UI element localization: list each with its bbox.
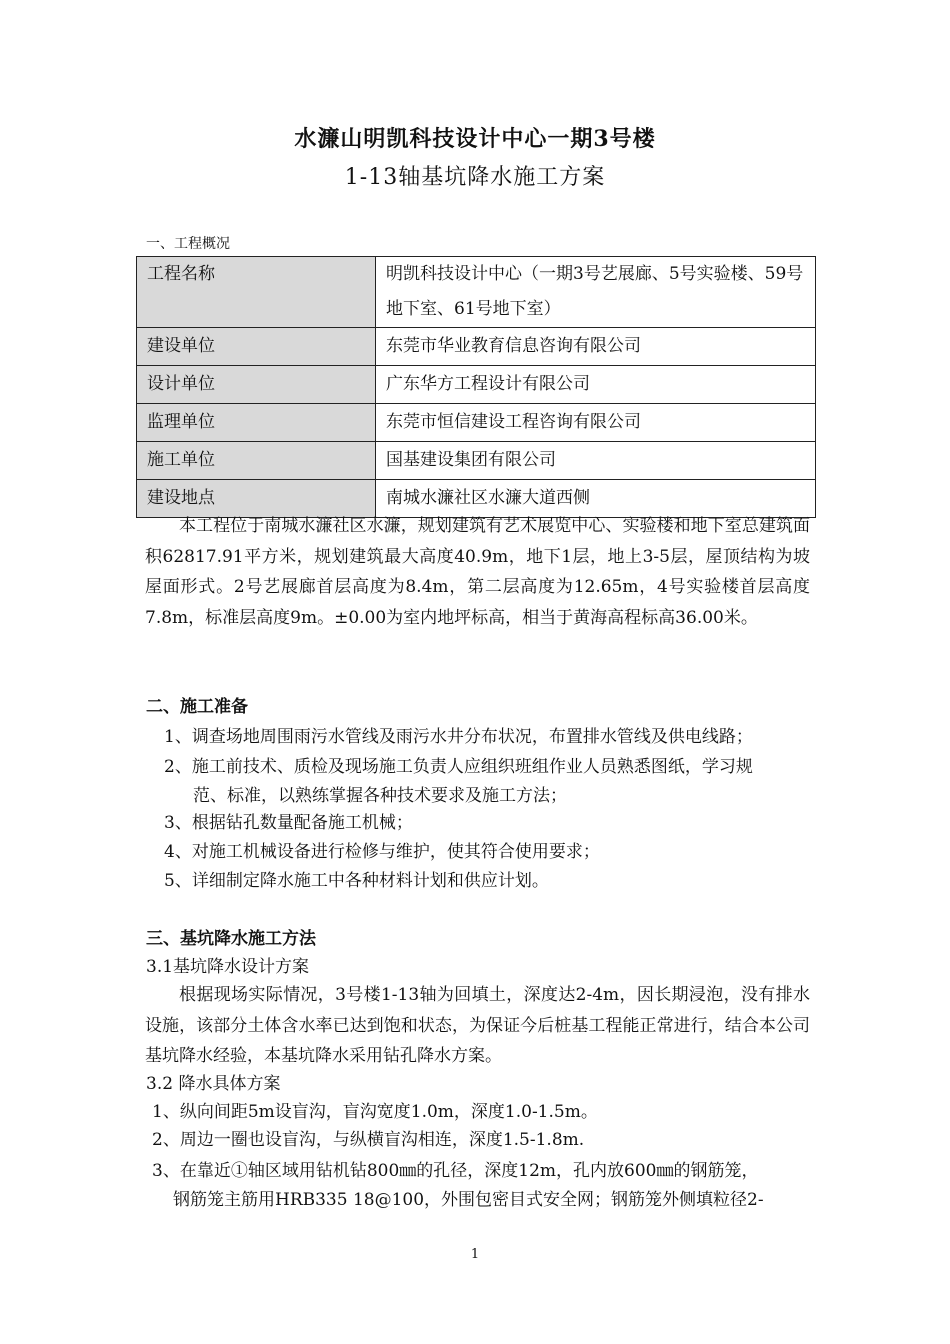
table-value: 南城水濂社区水濂大道西侧 [376, 480, 816, 518]
table-value: 广东华方工程设计有限公司 [376, 366, 816, 404]
document-subtitle: 1-13轴基坑降水施工方案 [344, 165, 606, 190]
list-item: 钢筋笼主筋用HRB335 18@100，外围包密目式安全网；钢筋笼外侧填粒径2- [173, 1190, 764, 1210]
page-number: 1 [470, 1247, 480, 1262]
table-key: 设计单位 [137, 366, 376, 404]
section-heading-overview: 一、工程概况 [146, 236, 230, 252]
table-row [137, 442, 816, 480]
method-paragraph: 根据现场实际情况，3号楼1-13轴为回填土，深度达2-4m，因长期浸泡，没有排水设施，该部分土体含水率已达到饱和状态，为保证今后桩基工程能正常进行，结合本公司基坑降水经验，本基坑降水采用钻孔降水方案。 [145, 985, 810, 1066]
table-row [137, 404, 816, 442]
table-key: 建设地点 [137, 480, 376, 518]
list-item: 5、详细制定降水施工中各种材料计划和供应计划。 [164, 871, 549, 891]
subsection-heading: 3.2 降水具体方案 [146, 1074, 281, 1094]
list-item: 3、根据钻孔数量配备施工机械； [164, 813, 413, 833]
list-item: 1、调查场地周围雨污水管线及雨污水井分布状况，布置排水管线及供电线路； [164, 727, 753, 747]
overview-paragraph: 本工程位于南城水濂社区水濂，规划建筑有艺术展览中心、实验楼和地下室总建筑面积62817.91平方米，规划建筑最大高度40.9m，地下1层，地上3-5层，屋顶结构为坡屋面形式。2号艺展廊首层高度为8.4m，第二层高度为12.65m，4号实验楼首层高度7.8m，标准层高度9m。±0.00为室内地坪标高，相当于黄海高程标高36.00米。 [145, 516, 810, 628]
table-key: 建设单位 [137, 328, 376, 366]
table-key: 施工单位 [137, 442, 376, 480]
project-info-table [136, 256, 816, 518]
table-key: 工程名称 [137, 257, 376, 328]
subsection-heading: 3.1基坑降水设计方案 [146, 957, 310, 977]
table-value: 东莞市恒信建设工程咨询有限公司 [376, 404, 816, 442]
list-item: 2、施工前技术、质检及现场施工负责人应组织班组作业人员熟悉图纸，学习规 [164, 757, 753, 777]
table-key: 监理单位 [137, 404, 376, 442]
table-value: 国基建设集团有限公司 [376, 442, 816, 480]
section-heading-preparation: 二、施工准备 [146, 697, 248, 717]
document-title: 水濂山明凯科技设计中心一期3号楼 [294, 126, 656, 152]
table-value: 东莞市华业教育信息咨询有限公司 [376, 328, 816, 366]
list-item: 3、在靠近①轴区域用钻机钻800㎜的孔径，深度12m，孔内放600㎜的钢筋笼， [152, 1161, 759, 1181]
table-row [137, 328, 816, 366]
list-item: 2、周边一圈也设盲沟，与纵横盲沟相连，深度1.5-1.8m. [152, 1130, 585, 1150]
table-row [137, 366, 816, 404]
table-value: 明凯科技设计中心（一期3号艺展廊、5号实验楼、59号地下室、61号地下室） [376, 257, 816, 328]
list-item: 范、标准，以熟练掌握各种技术要求及施工方法； [193, 786, 567, 806]
table-row [137, 257, 816, 328]
section-heading-method: 三、基坑降水施工方法 [146, 929, 316, 949]
list-item: 4、对施工机械设备进行检修与维护，使其符合使用要求； [164, 842, 600, 862]
list-item: 1、纵向间距5m设盲沟，盲沟宽度1.0m，深度1.0-1.5m。 [152, 1102, 598, 1122]
